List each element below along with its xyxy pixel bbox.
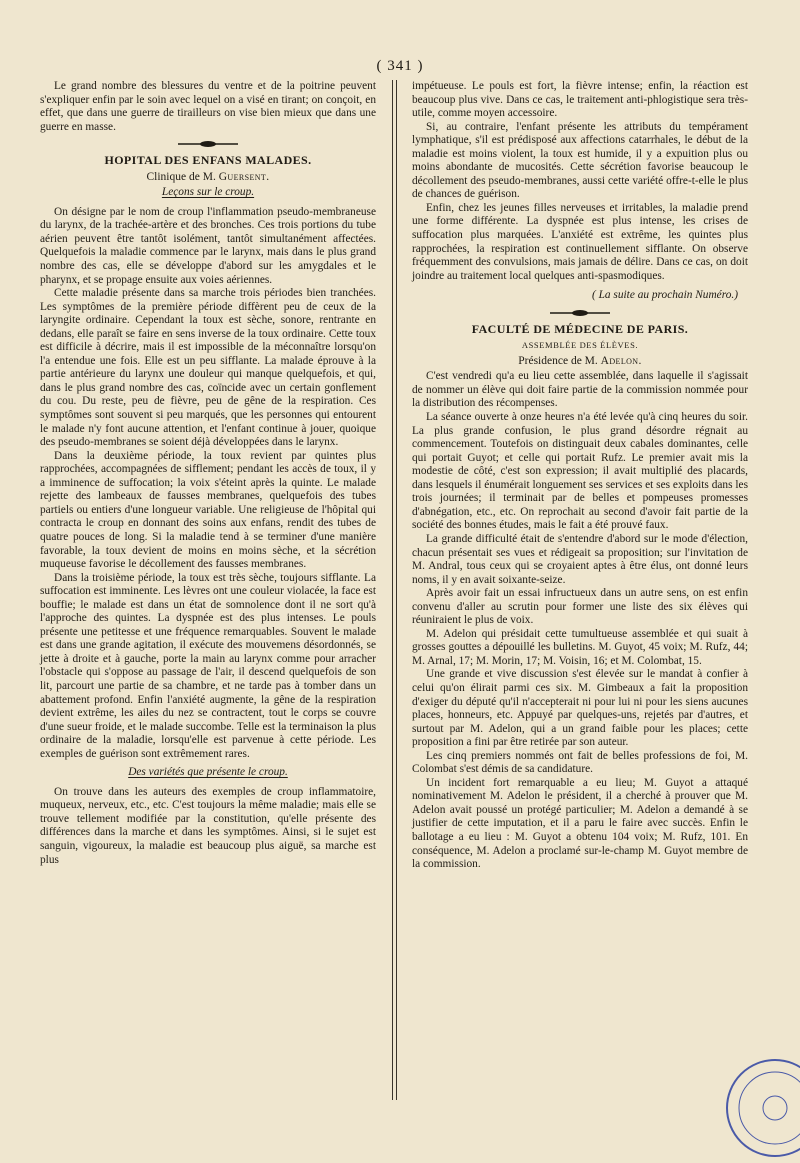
column-rule <box>392 80 397 1100</box>
lessons-heading: Leçons sur le croup. <box>161 186 255 199</box>
library-stamp-icon <box>720 1053 800 1163</box>
presidence-line: Présidence de M. Adelon. <box>518 354 642 367</box>
right-column <box>412 80 748 872</box>
paragraph: M. Adelon qui présidait cette tumultueuse assemblée et qui suait à grosses gouttes a dépouillé les bulletins. M. Guyot, 45 voix; M. Rufz, 44; M. Arnal, 17; M. Morin, 17; M. Voisin, 16; et M. Colombat, 15. <box>412 627 748 667</box>
paragraph: Un incident fort remarquable a eu lieu; M. Guyot a attaqué nominativement M. Adelon le président, il a cherché à prouver que M. Adelon avait poussé un protégé particulier; M. Adelon a demandé à se justifier de cette imputation, et il a paru le faire avec succès. Enfin le ballotage a eu lieu : M. Guyot a obtenu 104 voix; M. Rufz, 101. En conséquence, M. Adelon a proclamé sur-le-champ M. Guyot membre de la commission. <box>412 776 748 871</box>
paragraph: Dans la troisième période, la toux est très sèche, toujours sifflante. La suffocation est imminente. Les lèvres ont une couleur violacée, la face est bouffie; le malade est dans un état de somnolence dont il ne sort qu'à l'approche des quintes. La dyspnée est des plus intenses. Le pouls présente une petitesse et une fréquence remarquables. Souvent le malade est dans une grande agitation, il exécute des mouvemens désordonnés, se jette à droite et à gauche, porte la main au larynx comme pour arracher l'obstacle qui s'oppose au passage de l'air, il descend quelquefois de son lit, parcourt une partie de sa chambre, et ne tarde pas à tomber dans un abattement profond. Enfin l'anxiété augmente, la gêne de la respiration devient extrême, les ailes du nez se contractent, tout le corps se couvre d'une sueur froide, et le malade succombe. Telle est la terminaison la plus ordinaire de la maladie, lorsqu'elle est parvenue à cette période. Les exemples de guérison sont extrêmement rares. <box>40 571 376 760</box>
paragraph: La séance ouverte à onze heures n'a été levée qu'à cinq heures du soir. La plus grande confusion, le plus grand désordre régnait au commencement. Toutefois on distinguait deux cabales dominantes, celle qui portait Guyot; et celle qui portait Rufz. Le premier avait mis la modestie de côté, c'est son expression; il avait multiplié des placards, dans lesquels il énumérait longuement ses services et ses exploits dans les trois journées; il terminait par de belles et pompeuses promesses d'abnégation, etc., etc. On reprochait au second d'avoir fait partie de la société des bonnes études, mais le fait a été prouvé faux. <box>412 411 748 532</box>
paragraph: Enfin, chez les jeunes filles nerveuses et irritables, la maladie prend une forme différente. La dyspnée est plus intense, les crises de suffocation plus marquées. L'anxiété est extrême, les quintes plus rapprochées, la respiration est continuellement sifflante. On observe fréquemment des convulsions, mais jamais de délire. Dans ce cas, on doit joindre au traitement local quelques anti-spasmodiques. <box>412 201 748 282</box>
paragraph: impétueuse. Le pouls est fort, la fièvre intense; enfin, la réaction est beaucoup plus vive. Dans ce cas, le traitement anti-phlogistique sera très-utile, comme moyen accessoire. <box>412 80 748 120</box>
varieties-heading: Des variétés que présente le croup. <box>128 766 288 779</box>
paragraph: Si, au contraire, l'enfant présente les attributs du tempérament lymphatique, s'il est prédisposé aux affections catarrhales, le début de la maladie est moins violent, la toux est humide, il y a expuition plus ou moins abondante de mucosités. Cette sécrétion favorise beaucoup le décollement des pseudo-membranes, aussi cette variété offre-t-elle le plus de chances de guérison. <box>412 120 748 201</box>
continuation-note: ( La suite au prochain Numéro.) <box>592 289 738 302</box>
paragraph: On trouve dans les auteurs des exemples de croup inflammatoire, muqueux, nerveux, etc., etc. C'est toujours la même maladie; mais elle se trouve tellement modifiée par la constitution, qu'elle présente des différences dans la marche et dans les symptômes. Ainsi, si le sujet est sanguin, vigoureux, la maladie est beaucoup plus aiguë, sa marche est plus <box>40 785 376 866</box>
intro-paragraph: Le grand nombre des blessures du ventre et de la poitrine peuvent s'expliquer enfin par le soin avec lequel on a visé en tirant; on conçoit, en effet, que dans une guerre de tirailleurs on vise bien mieux que dans une guerre en masse. <box>40 80 376 133</box>
paragraph: La grande difficulté était de s'entendre d'abord sur le mode d'élection, chacun présentait ses vues et rédigeait sa proposition; sur l'invitation de M. Andral, tous ceux qui se croyaient aptes à être élus, ont donné leurs noms, il y en avait soixante-seize. <box>412 532 748 586</box>
paragraph: On désigne par le nom de croup l'inflammation pseudo-membraneuse du larynx, de la trachée-artère et des bronches. Ces trois portions du tube aérien peuvent être tantôt isolément, tantôt simultanément affectées. Quelquefois la maladie commence par le larynx, mais dans le plus grand nombre des cas, elle se développe d'abord sur les amygdales et le pharynx, et se propage ensuite aux voies aériennes. <box>40 205 376 286</box>
hospital-title: HOPITAL DES ENFANS MALADES. <box>104 153 312 168</box>
paragraph: Cette maladie présente dans sa marche trois périodes bien tranchées. Les symptômes de la première période diffèrent peu de ceux de la laryngite ordinaire. Cependant la toux est sèche, sonore, rentrante en dedans, elle paraît se faire en sens inverse de la toux ordinaire. Cette toux est difficile à décrire, mais il est impossible de la méconnaître lorsqu'on l'a entendue une fois. Elle est un peu sifflante. La malade éprouve à la partie antérieure du larynx une douleur qui manque quelquefois, et qui, dans le plus grand nombre des cas, coïncide avec un certain gonflement du cou. Du reste, peu de fièvre, peu de gêne de la respiration. Ces symptômes sont souvent si peu marqués, que les personnes qui entourent le malade n'y font aucune attention, et l'enfant continue à jouer, quoique des pseudo-membranes se soient déjà développées dans le larynx. <box>40 287 376 449</box>
assembly-heading: ASSEMBLÉE DES ÉLÈVES. <box>521 340 639 351</box>
left-column <box>40 80 376 867</box>
divider-ornament <box>40 140 376 148</box>
divider-ornament <box>412 309 748 317</box>
paragraph: Après avoir fait un essai infructueux dans un autre sens, on est enfin convenu d'aller au scrutin pour former une liste des six élèves qui réuniraient le plus de voix. <box>412 587 748 627</box>
clinic-line: Clinique de M. Guersent. <box>146 170 270 183</box>
paragraph: Une grande et vive discussion s'est élevée sur le mandat à confier à celui qu'on élirait parmi ces six. M. Gimbeaux a fait la proposition d'exiger du député qu'il n'accepterait ni pour lui ni pour les siens aucunes places, honneurs, etc. Appuyé par quelques-uns, rejetés par d'autres, et surtout par M. Adelon, qui a un grand faible pour les places; cette proposition a fini par être retirée par son auteur. <box>412 668 748 749</box>
faculty-title: FACULTÉ DE MÉDECINE DE PARIS. <box>471 321 689 336</box>
page-number: ( 341 ) <box>376 58 424 74</box>
paragraph: Dans la deuxième période, la toux revient par quintes plus rapprochées, accompagnées de sifflement; pendant les accès de toux, il y a imminence de suffocation; la voix s'éteint après la quinte. Le malade rejette des lambeaux de fausses membranes, quelquefois des tubes partiels ou entiers d'une longueur variable. Une religieuse de l'hôpital qui contracta le croup en donnant des soins aux enfans, rendit des tubes de quatre pouces de long. Si la maladie tend à se terminer d'une manière favorable, la toux devient de moins en moins sèche, et la sécrétion muqueuse favorise le décollement des fausses membranes. <box>40 449 376 571</box>
paragraph: Les cinq premiers nommés ont fait de belles professions de foi, M. Colombat s'est démis de sa candidature. <box>412 749 748 776</box>
paragraph: C'est vendredi qu'a eu lieu cette assemblée, dans laquelle il s'agissait de nommer un élève qui doit faire partie de la commission nommée pour la distribution des récompenses. <box>412 370 748 410</box>
